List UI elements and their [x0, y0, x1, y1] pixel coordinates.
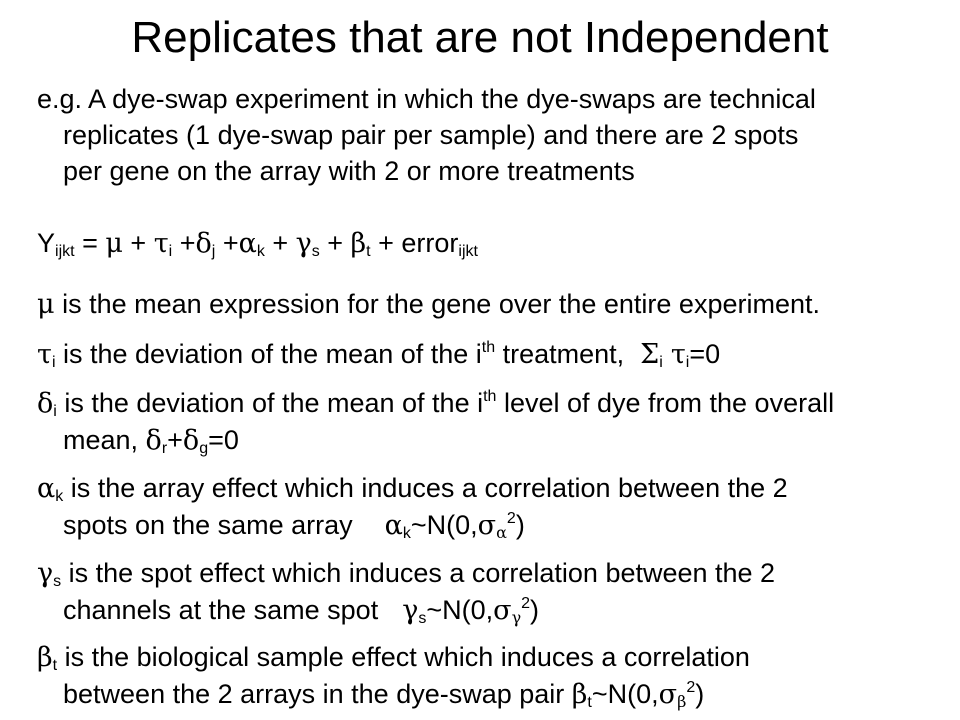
alpha-symbol: α — [384, 510, 403, 541]
def-delta — [37, 385, 960, 459]
def-delta-text-a: is the deviation of the mean of the i — [56, 388, 484, 418]
def-tau-constraint-end: =0 — [689, 339, 721, 369]
tau-symbol: τ — [670, 339, 686, 370]
beta-symbol: β — [571, 679, 588, 710]
def-delta-end: =0 — [208, 425, 239, 455]
intro-paragraph — [37, 81, 960, 189]
gamma-symbol: γ — [295, 228, 312, 259]
gamma-symbol: γ — [402, 595, 419, 626]
dist-close: ) — [530, 595, 540, 625]
eq-plus: + — [122, 228, 154, 258]
def-alpha-text: is the array effect which induces a correlation between the 2 — [63, 473, 788, 503]
beta-symbol: β — [350, 228, 367, 259]
eq-error: error — [401, 228, 459, 258]
def-tau-sup: th — [481, 339, 496, 356]
def-alpha-line2: spots on the same array — [63, 510, 353, 540]
def-gamma-dist-sub: s — [418, 610, 427, 627]
def-delta-r: r — [161, 440, 168, 457]
eq-sub-j: j — [211, 243, 216, 260]
def-tau-sub: i — [51, 354, 56, 371]
eq-plus: + — [319, 228, 351, 258]
def-tau — [37, 336, 960, 373]
tau-symbol: τ — [153, 228, 169, 259]
sigma-sum-symbol: Σ — [640, 339, 660, 370]
eq-sub-k: k — [256, 243, 265, 260]
alpha-symbol: α — [37, 473, 56, 504]
def-beta-dist-sub: t — [587, 694, 592, 711]
delta-symbol: δ — [145, 425, 162, 456]
dist-open: ~N(0, — [426, 595, 494, 625]
model-equation — [37, 225, 960, 262]
alpha-symbol: α — [496, 523, 507, 542]
gamma-symbol: γ — [37, 558, 54, 589]
eq-plus: + — [172, 228, 196, 258]
def-delta-sub: i — [53, 403, 57, 420]
sigma-symbol: σ — [658, 679, 678, 710]
delta-symbol: δ — [182, 425, 200, 456]
eq-error-sub: ijkt — [458, 243, 478, 260]
eq-sub-i: i — [168, 243, 173, 260]
gamma-symbol: γ — [511, 608, 522, 627]
eq-sub-t: t — [366, 243, 371, 260]
beta-symbol: β — [37, 642, 53, 673]
def-delta-text-b: level of dye from the overall — [496, 388, 835, 418]
def-alpha-dist-sub: k — [402, 525, 411, 542]
dist-open: ~N(0, — [591, 679, 659, 709]
def-gamma-line2: channels at the same spot — [63, 595, 379, 625]
sigma-symbol: σ — [493, 595, 512, 626]
dist-sup: 2 — [521, 595, 531, 612]
def-delta-line2: mean, — [63, 425, 146, 455]
beta-symbol: β — [677, 692, 687, 711]
def-tau-text-a: is the deviation of the mean of the i — [55, 339, 482, 369]
def-delta-sup: th — [483, 388, 497, 405]
eq-y-sub: ijkt — [55, 243, 75, 260]
def-delta-plus: + — [167, 425, 183, 455]
eq-equals: = — [74, 228, 106, 258]
dist-open: ~N(0, — [410, 510, 478, 540]
mu-symbol: μ — [105, 228, 123, 259]
def-alpha — [37, 470, 960, 544]
intro-line-2: replicates (1 dye-swap pair per sample) and there are 2 spots — [63, 120, 799, 150]
dist-sup: 2 — [506, 510, 516, 527]
slide-title: Replicates that are not Independent — [131, 13, 829, 62]
intro-line-3: per gene on the array with 2 or more treatments — [63, 156, 635, 186]
def-gamma — [37, 555, 960, 629]
intro-line-1: e.g. A dye-swap experiment in which the dye-swaps are technical — [37, 84, 816, 114]
dist-close: ) — [515, 510, 525, 540]
eq-sub-s: s — [311, 243, 320, 260]
eq-plus: + — [264, 228, 296, 258]
delta-symbol: δ — [37, 388, 54, 419]
def-beta-text: is the biological sample effect which induces a correlation — [57, 642, 750, 672]
mu-symbol: μ — [37, 289, 55, 320]
def-mu — [37, 286, 960, 323]
def-delta-g: g — [199, 440, 209, 457]
def-tau-text-b: treatment, — [495, 339, 625, 369]
def-gamma-text: is the spot effect which induces a correlation between the 2 — [61, 558, 776, 588]
def-beta — [37, 639, 960, 713]
eq-plus: + — [370, 228, 402, 258]
eq-plus: + — [215, 228, 239, 258]
tau-symbol: τ — [37, 339, 52, 370]
dist-close: ) — [695, 679, 705, 709]
sigma-symbol: σ — [477, 510, 497, 541]
def-mu-text: is the mean expression for the gene over the entire experiment. — [54, 289, 820, 319]
def-tau-constraint-sub2: i — [685, 354, 690, 371]
def-tau-constraint-sub1: i — [659, 354, 663, 371]
eq-y: Y — [37, 228, 56, 258]
def-alpha-sub: k — [55, 488, 64, 505]
def-beta-sub: t — [52, 657, 58, 674]
def-gamma-sub: s — [53, 573, 62, 590]
def-beta-line2: between the 2 arrays in the dye-swap pair — [63, 679, 572, 709]
dist-sup: 2 — [686, 679, 696, 696]
alpha-symbol: α — [238, 228, 257, 259]
delta-symbol: δ — [195, 228, 212, 259]
